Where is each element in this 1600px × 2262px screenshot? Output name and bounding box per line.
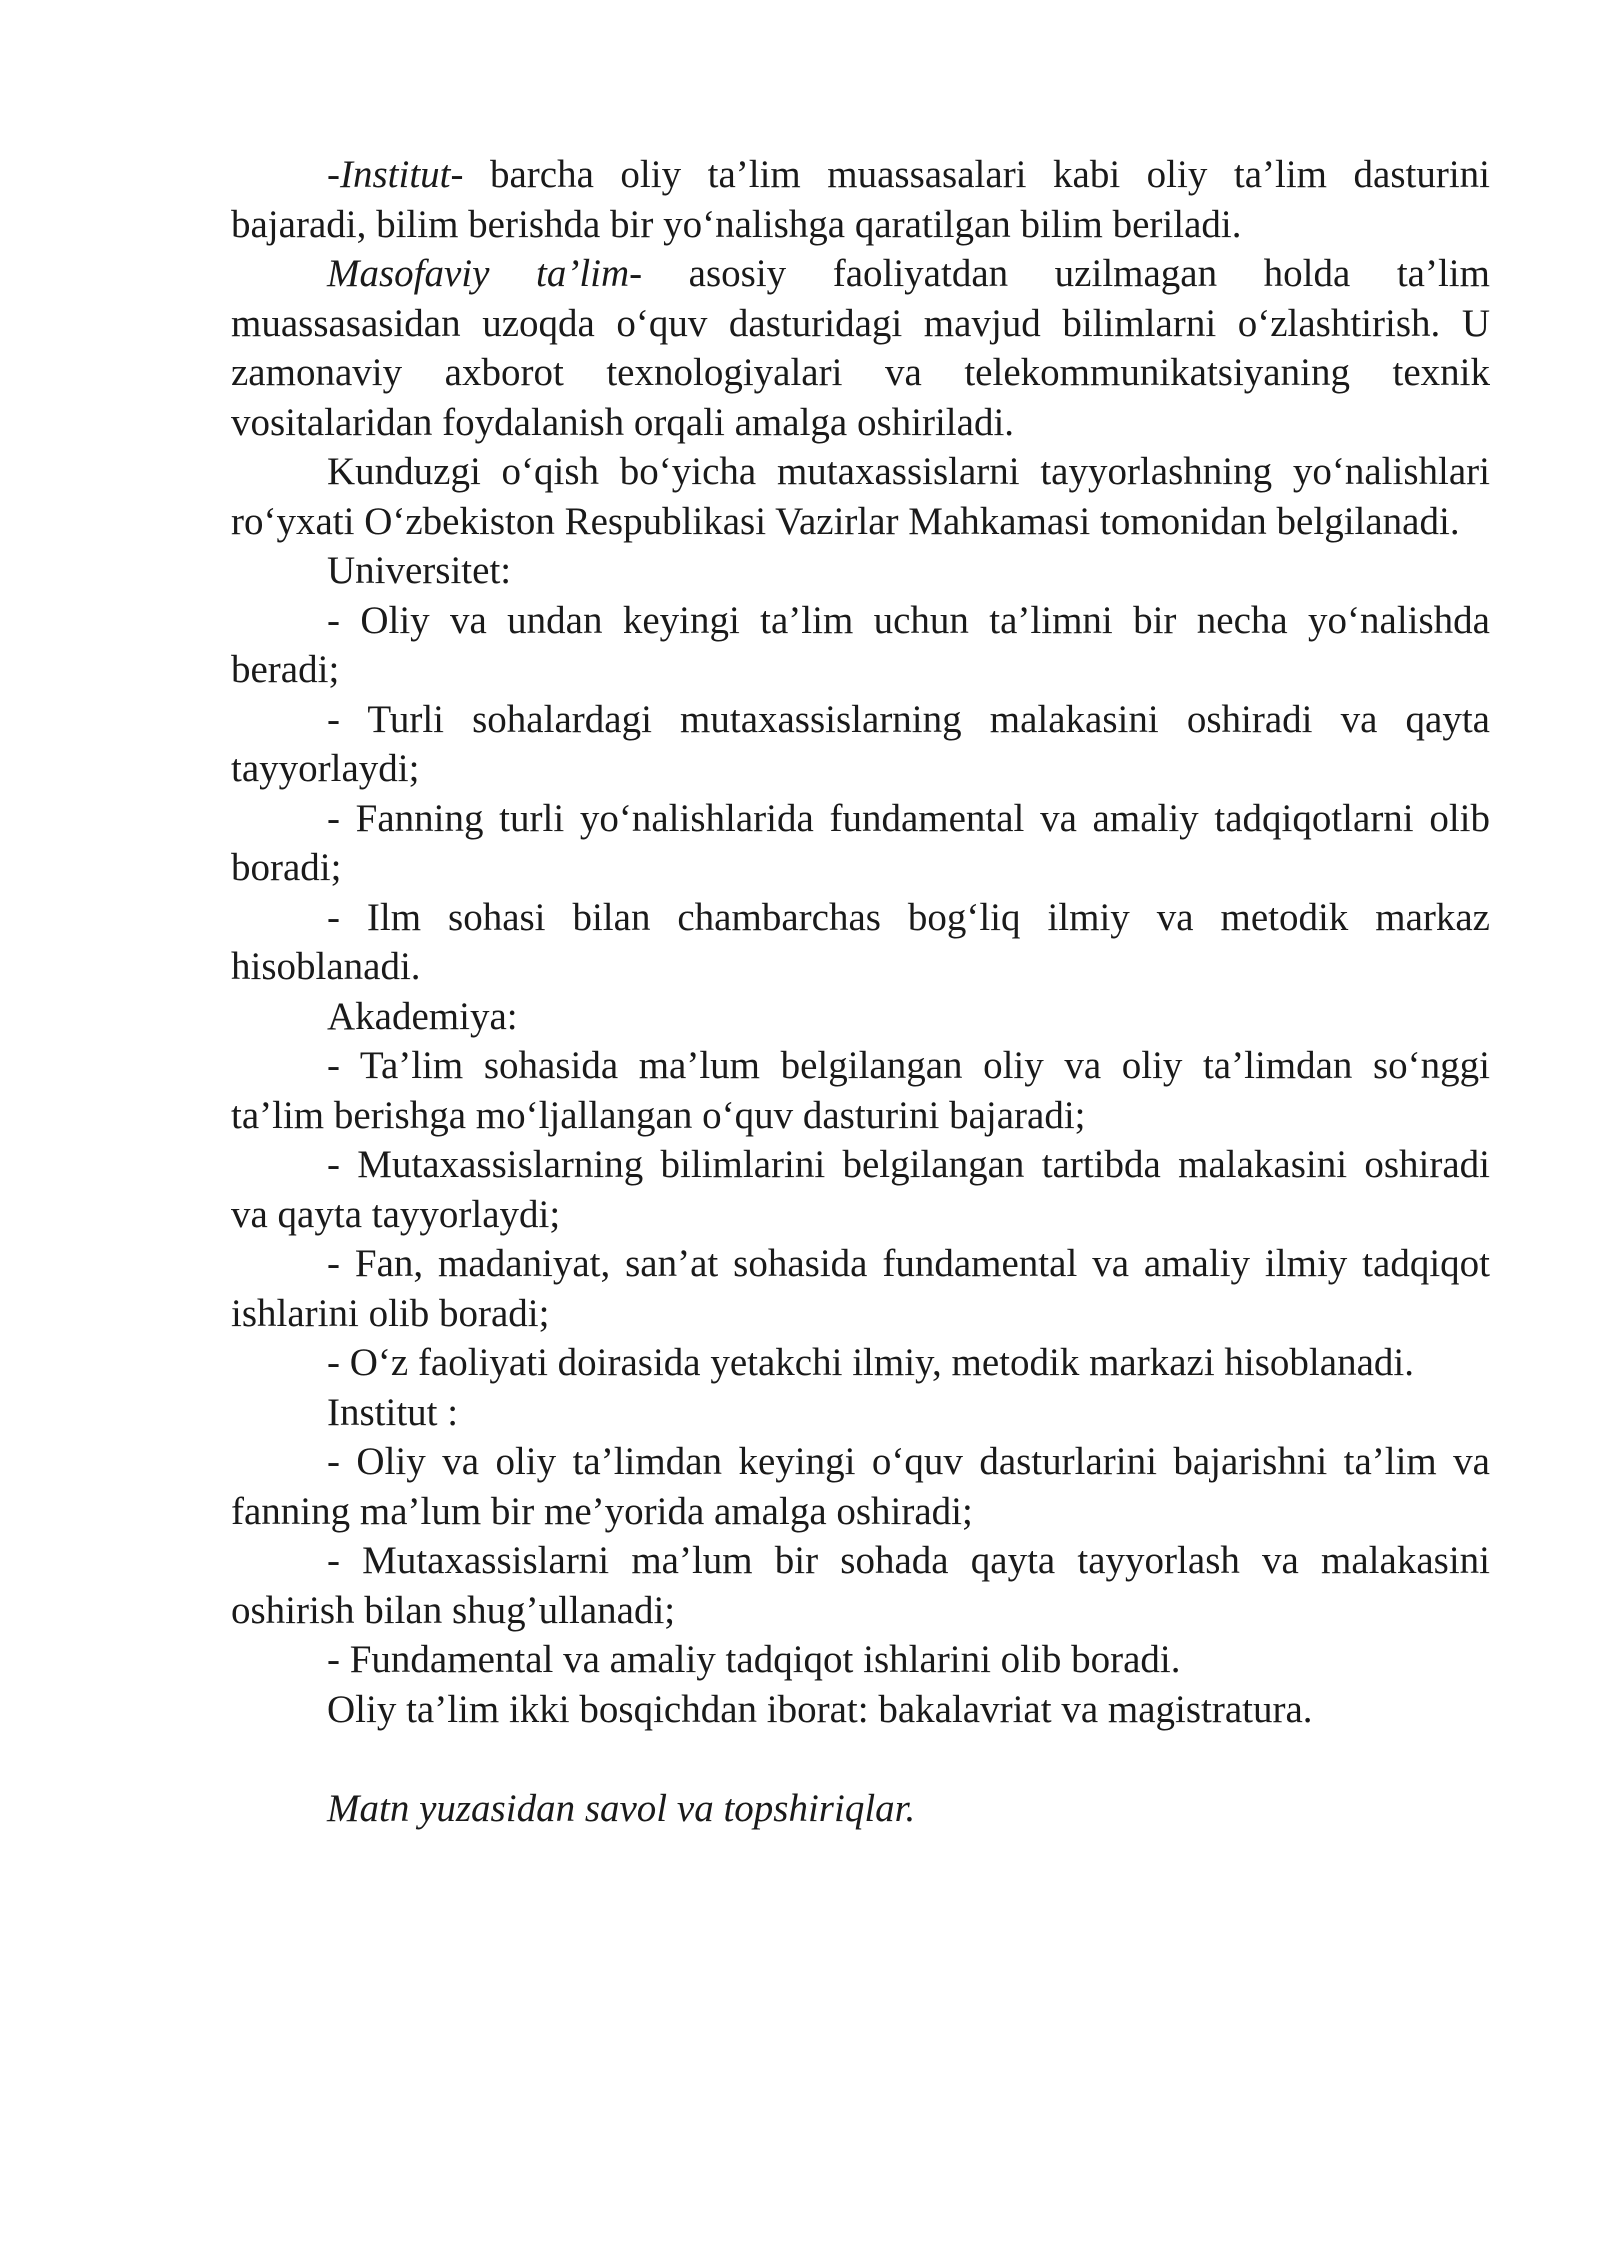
institut-paragraph [231, 150, 1490, 249]
institut-term: -Institut- [327, 153, 464, 196]
institut-list-item: - Fundamental va amaliy tadqiqot ishlarini olib boradi. [327, 1638, 1181, 1681]
institut-text: barcha oliy ta’lim muassasalari kabi oliy ta’lim dasturini bajaradi, bilim berishda bir yo‘nalishga qaratilgan bilim beriladi. [231, 153, 1490, 246]
masofaviy-term: Masofaviy ta’lim- [327, 252, 643, 295]
institut-list-heading: Institut : [327, 1390, 459, 1434]
akademiya-heading: Akademiya: [327, 994, 518, 1038]
akademiya-item: - Mutaxassislarning bilimlarini belgilangan tartibda malakasini oshiradi va qayta tayyorlaydi; [231, 1143, 1490, 1236]
institut-list-item: - Oliy va oliy ta’limdan keyingi o‘quv dasturlarini bajarishni ta’lim va fanning ma’lum bir me’yorida amalga oshiradi; [231, 1440, 1490, 1533]
akademiya-item: - Ta’lim sohasida ma’lum belgilangan oliy va oliy ta’limdan so‘nggi ta’lim berishga mo‘ljallangan o‘quv dasturini bajaradi; [231, 1044, 1490, 1137]
universitet-heading: Universitet: [327, 549, 512, 592]
institut-list-item: - Mutaxassislarni ma’lum bir sohada qayta tayyorlash va malakasini oshirish bilan shug’ullanadi; [231, 1539, 1490, 1632]
masofaviy-text: asosiy faoliyatdan uzilmagan holda ta’lim muassasasidan uzoqda o‘quv dasturidagi mavjud bilimlarni o‘zlashtirish. U zamonaviy axborot texnologiyalari va telekommunikatsiyaning texnik vositalaridan foydalanish orqali amalga oshiriladi. [231, 252, 1490, 444]
task-heading: Matn yuzasidan savol va topshiriqlar. [327, 1786, 916, 1830]
document-page [231, 150, 1490, 1833]
universitet-item: - Ilm sohasi bilan chambarchas bog‘liq ilmiy va metodik markaz hisoblanadi. [231, 895, 1490, 988]
universitet-item: - Fanning turli yo‘nalishlarida fundamental va amaliy tadqiqotlarni olib boradi; [231, 796, 1490, 889]
akademiya-item: - O‘z faoliyati doirasida yetakchi ilmiy, metodik markazi hisoblanadi. [327, 1341, 1414, 1384]
masofaviy-paragraph [231, 249, 1490, 447]
conclusion-text: Oliy ta’lim ikki bosqichdan iborat: bakalavriat va magistratura. [327, 1687, 1313, 1731]
blank-line [231, 1734, 1490, 1784]
universitet-item: - Turli sohalardagi mutaxassislarning malakasini oshiradi va qayta tayyorlaydi; [231, 697, 1490, 790]
universitet-item: - Oliy va undan keyingi ta’lim uchun ta’limni bir necha yo‘nalishda beradi; [231, 598, 1490, 691]
akademiya-item: - Fan, madaniyat, san’at sohasida fundamental va amaliy ilmiy tadqiqot ishlarini olib boradi; [231, 1242, 1490, 1335]
kunduzgi-paragraph: Kunduzgi o‘qish bo‘yicha mutaxassislarni tayyorlashning yo‘nalishlari ro‘yxati O‘zbekiston Respublikasi Vazirlar Mahkamasi tomonidan belgilanadi. [231, 450, 1490, 543]
